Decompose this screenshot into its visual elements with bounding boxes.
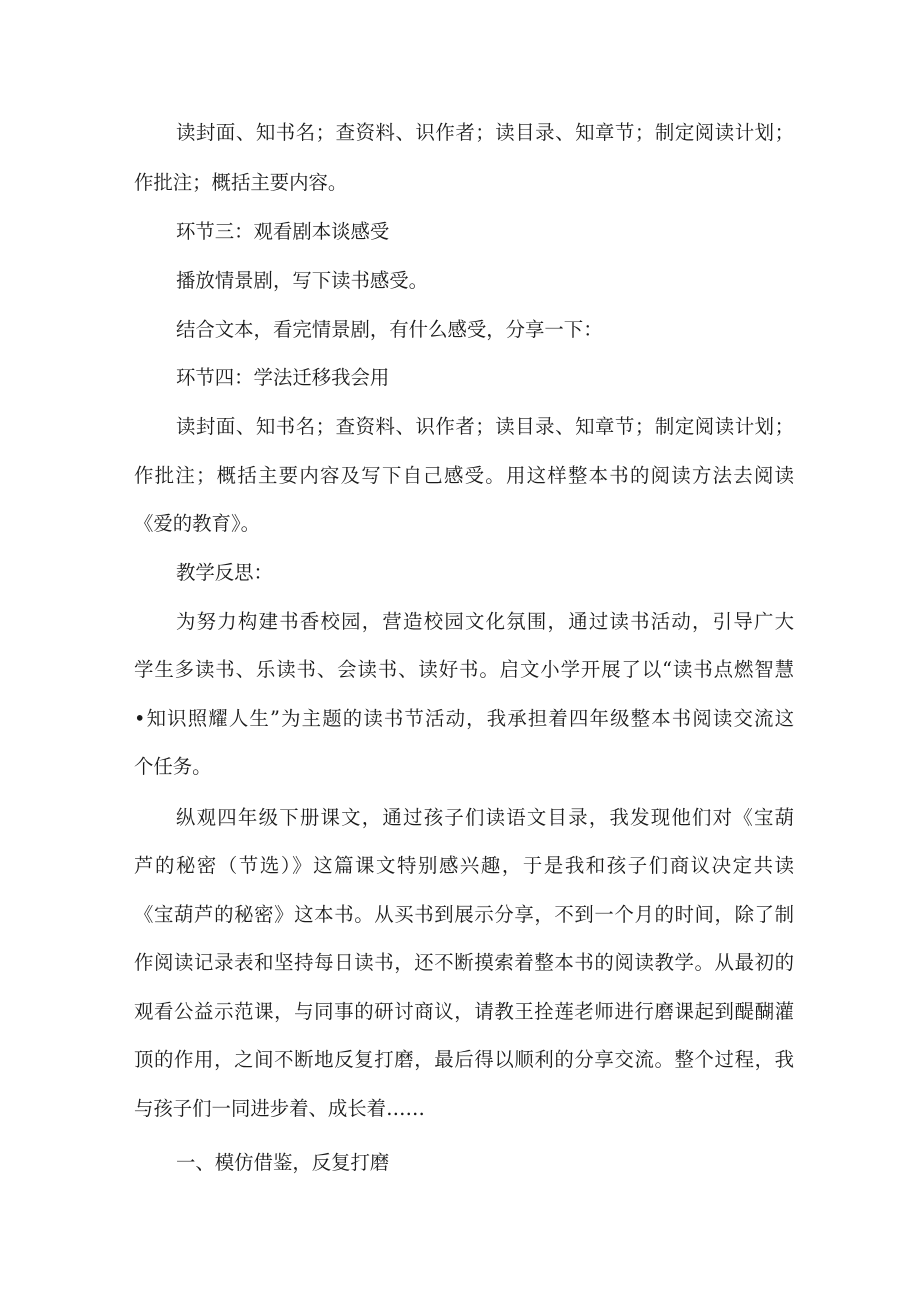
text-line: •知识照耀人生”为主题的读书节活动，我承担着四年级整本书阅读交流这: [134, 707, 794, 730]
text-line: 顶的作用，之间不断地反复打磨，最后得以顺利的分享交流。整个过程，我: [134, 1048, 794, 1071]
text-line: 个任务。: [134, 755, 212, 778]
section-heading: 一、模仿借鉴，反复打磨: [176, 1151, 390, 1174]
text-line: 芦的秘密（节选）》这篇课文特别感兴趣，于是我和孩子们商议决定共读: [134, 854, 794, 877]
text-line: 结合文本，看完情景剧，有什么感受，分享一下：: [176, 318, 603, 341]
text-line: 作批注；概括主要内容及写下自己感受。用这样整本书的阅读方法去阅读: [134, 464, 794, 487]
text-line: 读封面、知书名；查资料、识作者；读目录、知章节；制定阅读计划；: [176, 121, 794, 144]
section-heading: 教学反思：: [176, 561, 273, 584]
text-line: 与孩子们一同进步着、成长着……: [134, 1097, 425, 1120]
section-heading: 环节三：观看剧本谈感受: [176, 220, 390, 243]
text-line: 为努力构建书香校园，营造校园文化氛围，通过读书活动，引导广大: [176, 610, 794, 633]
text-line: 学生多读书、乐读书、会读书、读好书。启文小学开展了以“读书点燃智慧: [134, 658, 794, 681]
text-line: 作阅读记录表和坚持每日读书，还不断摸索着整本书的阅读教学。从最初的: [134, 951, 794, 974]
text-line: 读封面、知书名；查资料、识作者；读目录、知章节；制定阅读计划；: [176, 415, 794, 438]
text-line: 《宝葫芦的秘密》这本书。从买书到展示分享，不到一个月的时间，除了制: [134, 903, 794, 926]
text-line: 作批注；概括主要内容。: [134, 171, 348, 194]
text-line: 播放情景剧，写下读书感受。: [176, 269, 429, 292]
text-line: 观看公益示范课，与同事的研讨商议，请教王拴莲老师进行磨课起到醍醐灌: [134, 1000, 794, 1023]
text-line: 《爱的教育》。: [134, 512, 261, 535]
section-heading: 环节四：学法迁移我会用: [176, 366, 390, 389]
text-line: 纵观四年级下册课文，通过孩子们读语文目录，我发现他们对《宝葫: [176, 806, 794, 829]
